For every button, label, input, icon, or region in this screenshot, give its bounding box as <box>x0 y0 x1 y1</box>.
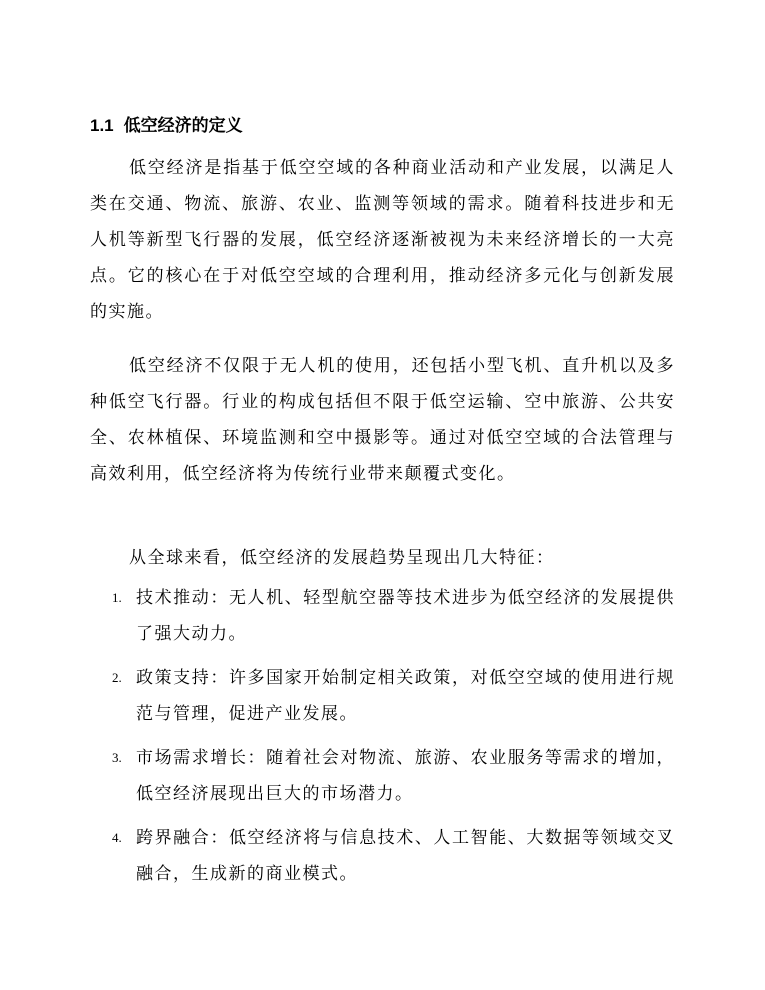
list-item-number: 4. <box>112 830 122 845</box>
section-title: 低空经济的定义 <box>123 116 243 136</box>
list-item <box>90 660 675 732</box>
list-item-number: 1. <box>112 590 122 605</box>
list-item-text: 市场需求增长：随着社会对物流、旅游、农业服务等需求的增加，低空经济展现出巨大的市场潜力。 <box>136 748 675 804</box>
list-item <box>90 580 675 652</box>
list-item-text: 技术推动：无人机、轻型航空器等技术进步为低空经济的发展提供了强大动力。 <box>136 588 675 644</box>
list-item-number: 3. <box>112 750 122 765</box>
paragraph-scope: 低空经济不仅限于无人机的使用，还包括小型飞机、直升机以及多种低空飞行器。行业的构成包括但不限于低空运输、空中旅游、公共安全、农林植保、环境监测和空中摄影等。通过对低空空域的合法管理与高效利用，低空经济将为传统行业带来颠覆式变化。 <box>90 356 675 484</box>
list-item-number: 2. <box>112 670 122 685</box>
list-item <box>90 820 675 892</box>
paragraph-trends-intro: 从全球来看，低空经济的发展趋势呈现出几大特征： <box>129 548 555 568</box>
section-heading <box>90 114 243 138</box>
paragraph-definition: 低空经济是指基于低空空域的各种商业活动和产业发展，以满足人类在交通、物流、旅游、农业、监测等领域的需求。随着科技进步和无人机等新型飞行器的发展，低空经济逐渐被视为未来经济增长的一大亮点。它的核心在于对低空空域的合理利用，推动经济多元化与创新发展的实施。 <box>90 158 675 322</box>
list-item-text: 政策支持：许多国家开始制定相关政策，对低空空域的使用进行规范与管理，促进产业发展。 <box>136 668 675 724</box>
section-number: 1.1 <box>90 116 114 135</box>
list-item-text: 跨界融合：低空经济将与信息技术、人工智能、大数据等领域交叉融合，生成新的商业模式。 <box>136 828 675 884</box>
list-item <box>90 740 675 812</box>
